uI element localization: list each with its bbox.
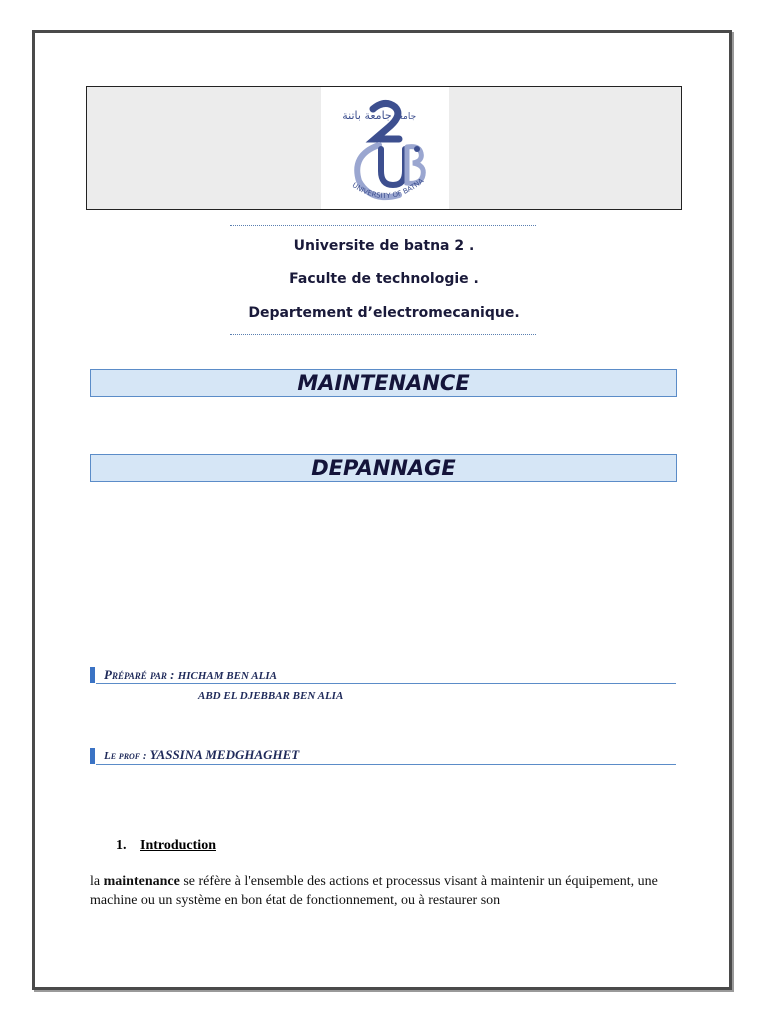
author-1: HICHAM BEN ALIA [177, 670, 277, 682]
main-title: MAINTENANCE [90, 369, 677, 397]
prepared-underline [96, 683, 676, 684]
prepared-by-line [104, 667, 277, 683]
department-name: Departement d’electromecanique. [248, 305, 520, 321]
section-heading [116, 838, 216, 854]
logo-arabic-text: جامعة باتنة [342, 109, 392, 122]
prepared-marker [90, 667, 95, 683]
university-name: Universite de batna 2 . [293, 238, 475, 254]
logo-caption: UNIVERSITY OF BATNA [350, 176, 426, 201]
subtitle: DEPANNAGE [90, 454, 677, 482]
header-banner [86, 86, 682, 210]
prof-marker [90, 748, 95, 764]
section-title: Introduction [140, 838, 216, 853]
section-number: 1. [116, 838, 127, 853]
university-logo [321, 87, 449, 209]
intro-paragraph: la maintenance se réfère à l'ensemble des actions et processus visant à maintenir un équipement, une machine ou un système en bon état de fonctionnement, ou à restaurer son [90, 874, 658, 908]
prof-name: YASSINA MEDGHAGHET [149, 747, 300, 762]
divider-bottom [230, 334, 536, 335]
svg-text:جامعة: جامعة [393, 112, 417, 122]
prof-underline [96, 764, 676, 765]
prof-label: Le prof : [104, 750, 147, 762]
faculty-name: Faculte de technologie . [289, 271, 479, 287]
divider-top [230, 225, 536, 226]
prof-line [104, 747, 299, 763]
author-2: ABD EL DJEBBAR BEN ALIA [198, 690, 344, 702]
keyword-maintenance: maintenance [103, 874, 180, 889]
prepared-label: Préparé par : [104, 667, 175, 682]
logo-emblem-icon [321, 87, 449, 209]
